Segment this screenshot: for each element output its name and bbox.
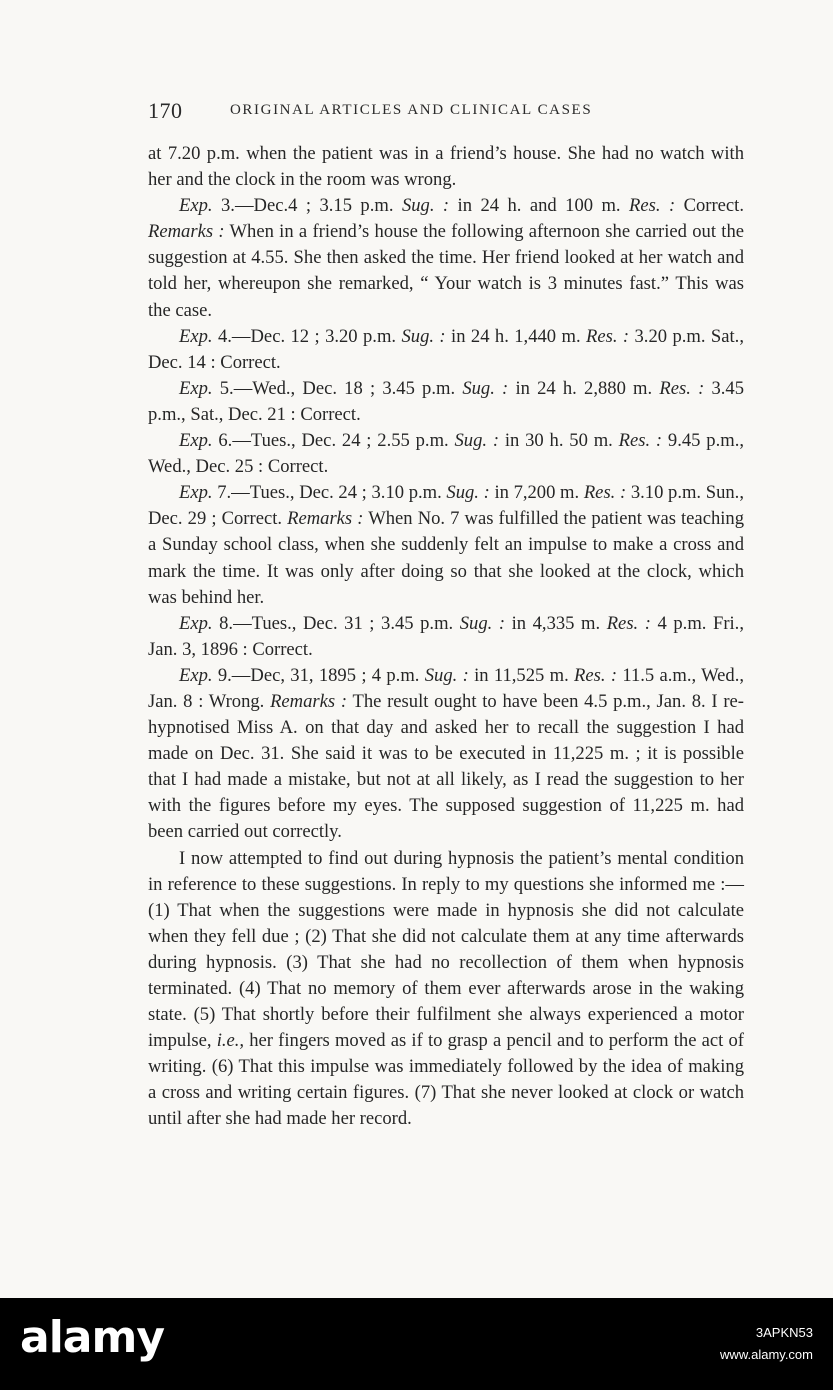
- paragraph: [148, 846, 744, 1133]
- italic-label: Sug. :: [446, 482, 490, 504]
- italic-label: Remarks :: [270, 690, 348, 712]
- paragraph: [148, 141, 744, 193]
- italic-label: Exp.: [179, 482, 213, 504]
- image-id: 3APKN53: [755, 1325, 813, 1340]
- page-number: 170: [148, 98, 183, 123]
- running-head: ORIGINAL ARTICLES AND CLINICAL CASES: [230, 102, 593, 118]
- text-run: in 24 h. 2,880 m.: [508, 377, 660, 399]
- text-run: 3.—Dec.4 ; 3.15 p.m.: [212, 195, 402, 217]
- italic-label: Exp.: [179, 325, 213, 347]
- italic-label: Res. :: [618, 430, 663, 452]
- italic-label: Res. :: [586, 325, 630, 347]
- text-run: 5.—Wed., Dec. 18 ; 3.45 p.m.: [212, 377, 463, 399]
- italic-label: Sug. :: [401, 195, 450, 217]
- italic-label: Res. :: [606, 612, 651, 634]
- site-url: www.alamy.com: [720, 1347, 813, 1362]
- italic-label: Sug. :: [424, 664, 469, 686]
- text-run: 6.—Tues., Dec. 24 ; 2.55 p.m.: [212, 430, 455, 452]
- text-run: in 24 h. and 100 m.: [449, 195, 630, 217]
- page-header: [148, 98, 748, 128]
- italic-label: Sug. :: [401, 325, 446, 347]
- italic-label: Exp.: [179, 612, 213, 634]
- italic-label: Remarks :: [287, 508, 364, 530]
- paragraph: [148, 480, 744, 610]
- paragraph: [148, 376, 744, 428]
- text-run: 3.20 p.m. Sat., Dec. 14 : Correct.: [148, 325, 744, 373]
- paragraph: [148, 324, 744, 376]
- text-run: in 24 h. 1,440 m.: [445, 325, 587, 347]
- paragraph: [148, 663, 744, 846]
- text-run: 7.—Tues., Dec. 24 ; 3.10 p.m.: [212, 482, 447, 504]
- text-run: The result ought to have been 4.5 p.m., Jan. 8. I re-hypnotised Miss A. on that day and asked her to recall the suggestion I had made on Dec. 31. She said it was to be executed in 11,225 m. ; it is possible that I had made a mistake, but not at all likely, as I read the suggestion to her with the figures before my eyes. The supposed suggestion of 11,225 m. had been carried out correctly.: [148, 690, 744, 843]
- paragraph: [148, 611, 744, 663]
- italic-label: i.e.,: [216, 1030, 245, 1052]
- italic-label: Sug. :: [462, 377, 509, 399]
- alamy-logo: alamy: [20, 1312, 164, 1363]
- text-run: in 30 h. 50 m.: [499, 430, 619, 452]
- text-run: Correct.: [675, 195, 744, 217]
- text-run: I now attempted to find out during hypnosis the patient’s mental condition in reference to these suggestions. In reply to my questions she informed me :—(1) That when the suggestions were made in hypnosis she did not calculate when they fell due ; (2) That she did not calculate them at any time afterwards during hypnosis. (3) That she had no recollection of them when hypnosis terminated. (4) That no memory of them ever afterwards arose in the waking state. (5) That shortly before their fulfilment she always experienced a motor impulse,: [148, 847, 744, 1052]
- italic-label: Sug. :: [454, 430, 500, 452]
- paragraph: [148, 428, 744, 480]
- italic-label: Res. :: [574, 664, 618, 686]
- italic-label: Exp.: [179, 195, 213, 217]
- italic-label: Res. :: [659, 377, 705, 399]
- text-run: When No. 7 was fulfilled the patient was teaching a Sunday school class, when she suddenly felt an impulse to make a cross and mark the time. It was only after doing so that she looked at the clock, which was behind her.: [148, 508, 744, 608]
- text-run: in 7,200 m.: [489, 482, 584, 504]
- text-run: at 7.20 p.m. when the patient was in a friend’s house. She had no watch with her and the clock in the room was wrong.: [148, 143, 744, 191]
- text-run: 9.45 p.m., Wed., Dec. 25 : Correct.: [148, 430, 744, 478]
- text-run: her fingers moved as if to grasp a pencil and to perform the act of writing. (6) That this impulse was immediately followed by the idea of making a cross and writing certain figures. (7) That she never looked at clock or watch until after she had made her record.: [148, 1030, 744, 1130]
- text-run: 4.—Dec. 12 ; 3.20 p.m.: [212, 325, 402, 347]
- italic-label: Exp.: [179, 430, 213, 452]
- text-run: 8.—Tues., Dec. 31 ; 3.45 p.m.: [212, 612, 460, 634]
- text-run: 4 p.m. Fri., Jan. 3, 1896 : Correct.: [148, 612, 744, 660]
- watermark-banner: [0, 1298, 833, 1390]
- text-run: in 4,335 m.: [505, 612, 607, 634]
- body-text: [148, 141, 744, 1133]
- text-run: 11.5 a.m., Wed., Jan. 8 : Wrong.: [148, 664, 745, 712]
- italic-label: Exp.: [179, 377, 213, 399]
- italic-label: Remarks :: [148, 221, 225, 243]
- paragraph: [148, 193, 744, 323]
- text-run: 9.—Dec, 31, 1895 ; 4 p.m.: [212, 664, 425, 686]
- italic-label: Res. :: [583, 482, 627, 504]
- text-run: 3.10 p.m. Sun., Dec. 29 ; Correct.: [148, 482, 744, 530]
- text-run: 3.45 p.m., Sat., Dec. 21 : Correct.: [148, 377, 744, 425]
- italic-label: Sug. :: [459, 612, 506, 634]
- italic-label: Res. :: [629, 195, 676, 217]
- text-run: When in a friend’s house the following afternoon she carried out the suggestion at 4.55. She then asked the time. Her friend looked at her watch and told her, whereupon she remarked, “ Your watch is 3 minutes fast.” This was the case.: [148, 221, 744, 321]
- text-run: in 11,525 m.: [468, 664, 575, 686]
- italic-label: Exp.: [179, 664, 213, 686]
